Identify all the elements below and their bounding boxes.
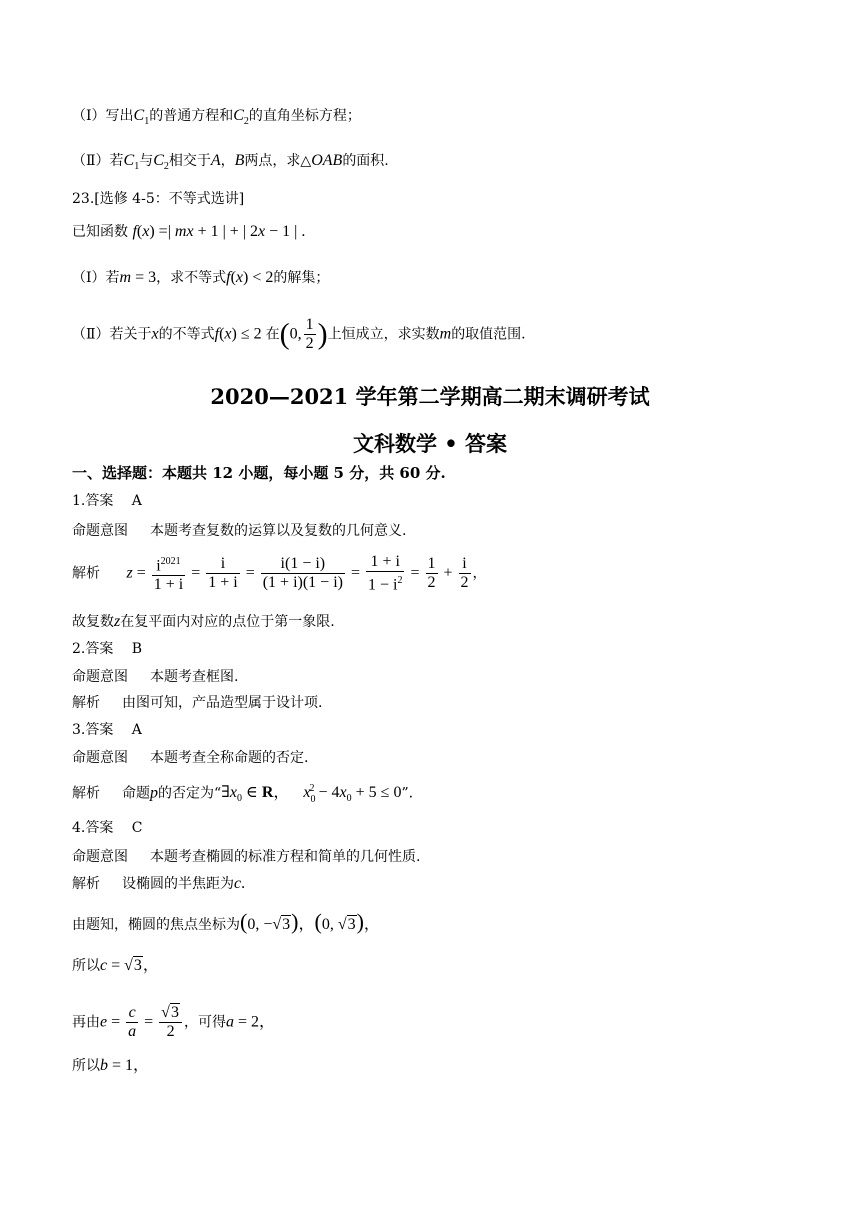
q23-intro: 已知函数 f(x) =| mx + 1 | + | 2x − 1 | . [72, 223, 306, 240]
answer-4-intent: 命题意图 本题考查椭圆的标准方程和简单的几何性质. [72, 849, 421, 865]
math-m3: m [119, 269, 132, 286]
page-title: 2020—2021 学年第二学期高二期末调研考试 [210, 384, 650, 409]
answer-2: 2.答案 B [72, 641, 143, 657]
math-c2: $C_2$ [233, 107, 249, 128]
math-c1: $C_1$ [133, 107, 150, 128]
answer-3-solution: 解析 命题p的否定为“$\exists x_0$ ∈ R， $x_0^2 - 4x_0 + 5 \le 0$”. [72, 783, 414, 805]
math-oab: OAB [311, 152, 343, 169]
q22-part1: （Ⅰ）写出$C_1$的普通方程和$C_2$的直角坐标方程； [72, 107, 361, 128]
math-frac-1: $\frac{i^{2021}}{1 + i}$ [152, 553, 185, 594]
q23-header: 23.[选修 4-5：不等式选讲] [72, 191, 245, 207]
answer-2-intent: 命题意图 本题考查框图. [72, 669, 239, 685]
answer-4-line1: 由题知，椭圆的焦点坐标为(0, −√3)，(0, √3)， [72, 909, 380, 934]
answer-4-solution: 解析 设椭圆的半焦距为c. [72, 875, 246, 892]
q22-part2: （Ⅱ）若$C_1$与$C_2$相交于A，B两点，求△OAB的面积. [72, 152, 389, 173]
answer-1: 1.答案 A [72, 493, 142, 509]
answer-4-line3: 再由e = $\frac{c}{a}$ = $\frac{√3}{2}$ ，可得a = 2， [72, 1004, 275, 1040]
answer-4: 4.答案 C [72, 820, 143, 836]
math-frac-6: $\frac{i}{2}$ [460, 555, 469, 592]
math-fx-le2: f [214, 325, 220, 343]
math-fx-def: f [132, 223, 137, 240]
section-heading: 一、选择题：本题共 12 小题，每小题 5 分，共 60 分. [72, 464, 446, 482]
answer-1-conclusion: 故复数z在复平面内对应的点位于第一象限. [72, 613, 335, 630]
math-frac-4: $\frac{1 + i}{1 - i^2}$ [368, 553, 403, 594]
math-b: B [234, 152, 245, 169]
page-subtitle: 文科数学 • 答案 [352, 431, 508, 456]
math-c1: $C_1$ [123, 152, 140, 173]
answer-4-line4: 所以b = 1， [72, 1057, 150, 1074]
answer-3-intent: 命题意图 本题考查全称命题的否定. [72, 750, 309, 766]
math-negation: $\exists x_0$ ∈ R， $x_0^2 - 4x_0 + 5 \le 0$ [221, 783, 402, 805]
math-c2: $C_2$ [153, 152, 169, 173]
answer-1-intent: 命题意图 本题考查复数的运算以及复数的几何意义. [72, 523, 407, 539]
q23-part1: （Ⅰ）若m = 3，求不等式f(x) < 2的解集； [72, 269, 330, 286]
math-frac-3: $\frac{i(1 - i)}{(1 + i)(1 - i)}$ [262, 555, 343, 592]
math-frac-ca: $\frac{c}{a}$ [128, 1004, 137, 1040]
math-frac-5: $\frac{1}{2}$ [427, 555, 436, 592]
answer-4-line2: 所以c = √3， [72, 957, 159, 974]
math-a: A [210, 152, 221, 169]
math-z: z [126, 564, 133, 582]
math-frac-2: $\frac{i}{1 + i}$ [208, 555, 238, 592]
answer-2-solution: 解析 由图可知，产品造型属于设计项. [72, 695, 323, 711]
q23-part2: （Ⅱ）若关于x的不等式f(x) ≤ 2 在(0, $\frac{1}{2}$ )上恒成立，求实数m的取值范围. [72, 316, 526, 352]
answer-3: 3.答案 A [72, 722, 142, 738]
math-frac-half: $\frac{1}{2}$ [305, 316, 314, 352]
math-fx-lt2: f [226, 269, 231, 286]
math-frac-sqrt3-2: $\frac{√3}{2}$ [159, 1004, 182, 1041]
answer-1-solution: 解析 z = $\frac{i^{2021}}{1 + i}$ = $\frac{i}{1 + i}$ = $\frac{i(1 - i)}{(1 + i)(1 - i)}$ = $\frac{1 + i}{1 - i^2}$ = $\frac{1}{2}$ + $\frac{i}{2}$ ， [72, 553, 487, 594]
math-foci: (0, −√3)，(0, √3)， [240, 909, 380, 934]
